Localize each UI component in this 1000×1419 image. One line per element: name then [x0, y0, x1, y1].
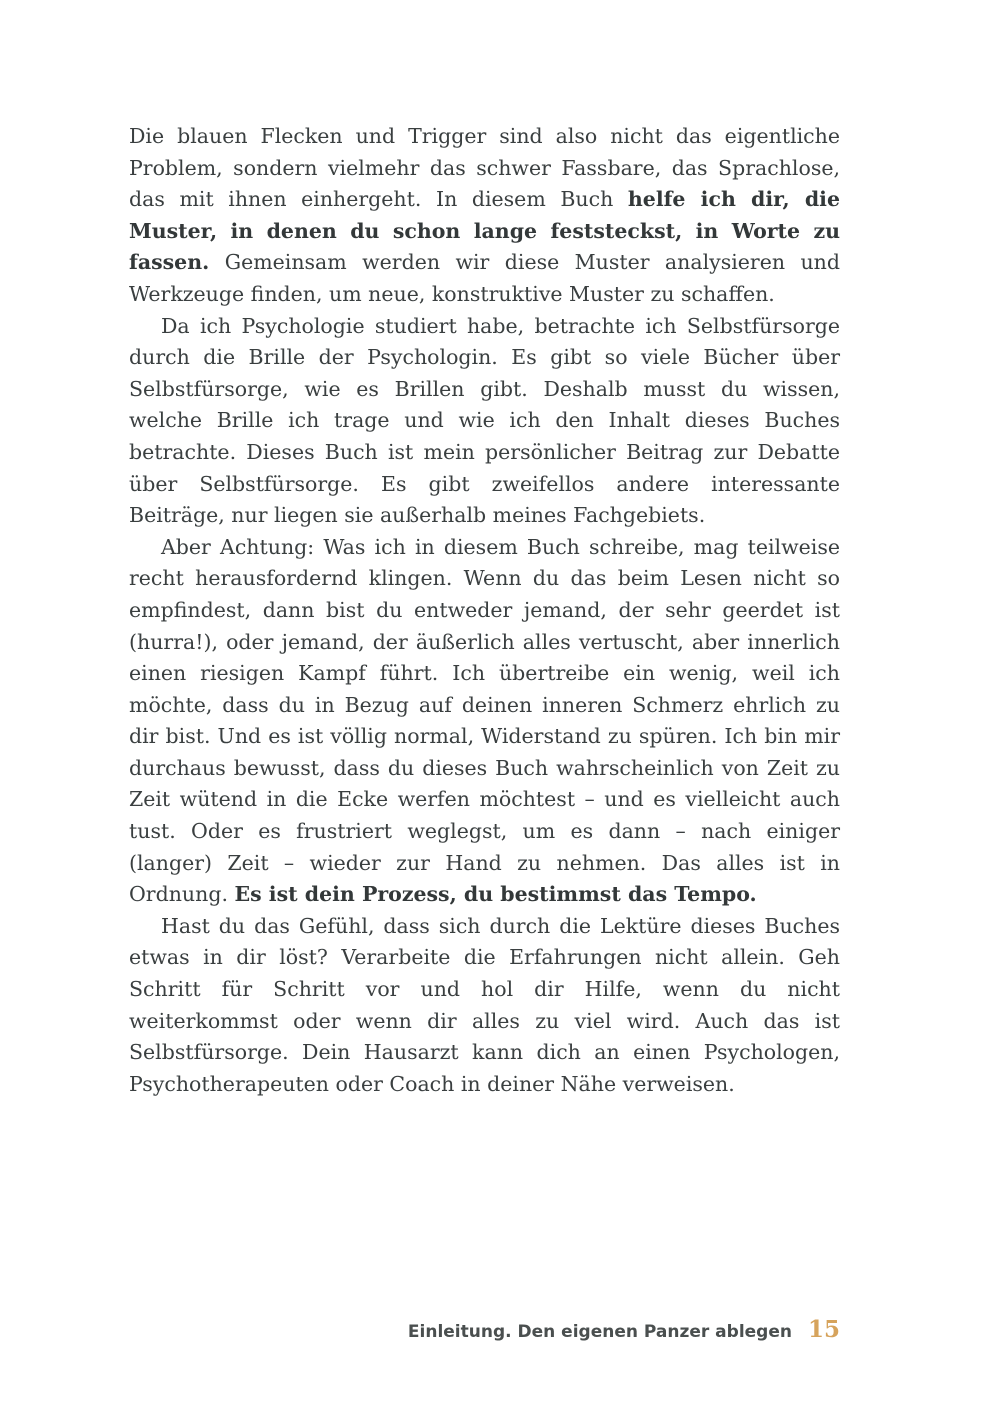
running-head: Einleitung. Den eigenen Panzer ablegen	[407, 1322, 792, 1342]
paragraph-text: Die blauen Flecken und Trigger sind also nicht das eigentliche Problem, sondern vielmehr das schwer Fassbare, das Sprachlose, das mit ihnen einhergeht. In diesem Buch	[129, 124, 840, 212]
paragraph-text: Aber Achtung: Was ich in diesem Buch schreibe, mag teilweise recht herausfordernd klingen. Wenn du das beim Lesen nicht so empfindest, dann bist du entweder jemand, der sehr geerdet ist (hurra!), oder jemand, der äußerlich alles vertuscht, aber innerlich einen riesigen Kampf führt. Ich übertreibe ein wenig, weil ich möchte, dass du in Bezug auf deinen inneren Schmerz ehrlich zu dir bist. Und es ist völlig normal, Widerstand zu spüren. Ich bin mir durchaus bewusst, dass du dieses Buch wahrscheinlich von Zeit zu Zeit wütend in die Ecke werfen möchtest – und es vielleicht auch tust. Oder es frustriert weglegst, um es dann – nach einiger (langer) Zeit – wieder zur Hand zu nehmen. Das alles ist in Ordnung.	[129, 534, 840, 907]
bold-emphasis: helfe ich dir, die Muster, in denen du schon lange feststeckst, in Worte zu fassen.	[129, 187, 840, 275]
paragraph-1	[129, 121, 840, 311]
paragraph-text: Da ich Psychologie studiert habe, betrachte ich Selbstfürsorge durch die Brille der Psychologin. Es gibt so viele Bücher über Selbstfürsorge, wie es Brillen gibt. Deshalb musst du wissen, welche Brille ich trage und wie ich den Inhalt dieses Buches betrachte. Dieses Buch ist mein persönlicher Beitrag zur Debatte über Selbstfürsorge. Es gibt zweifellos andere interessante Beiträge, nur liegen sie außerhalb meines Fachgebiets.	[129, 313, 840, 528]
body-text	[129, 121, 840, 1100]
page-number: 15	[807, 1316, 840, 1343]
paragraph-text: Hast du das Gefühl, dass sich durch die Lektüre dieses Buches etwas in dir löst? Verarbeite die Erfahrungen nicht allein. Geh Schritt für Schritt vor und hol dir Hilfe, wenn du nicht weiterkommst oder wenn dir alles zu viel wird. Auch das ist Selbstfürsorge. Dein Hausarzt kann dich an einen Psychologen, Psychotherapeuten oder Coach in deiner Nähe verweisen.	[129, 913, 840, 1096]
paragraph-text: Gemeinsam werden wir diese Muster analysieren und Werkzeuge finden, um neue, konstruktive Muster zu schaffen.	[129, 250, 840, 306]
paragraph-3	[129, 532, 840, 911]
bold-emphasis: Es ist dein Prozess, du bestimmst das Tempo.	[234, 882, 757, 907]
paragraph-4	[129, 911, 840, 1101]
page-footer	[408, 1316, 840, 1348]
paragraph-2	[129, 311, 840, 532]
